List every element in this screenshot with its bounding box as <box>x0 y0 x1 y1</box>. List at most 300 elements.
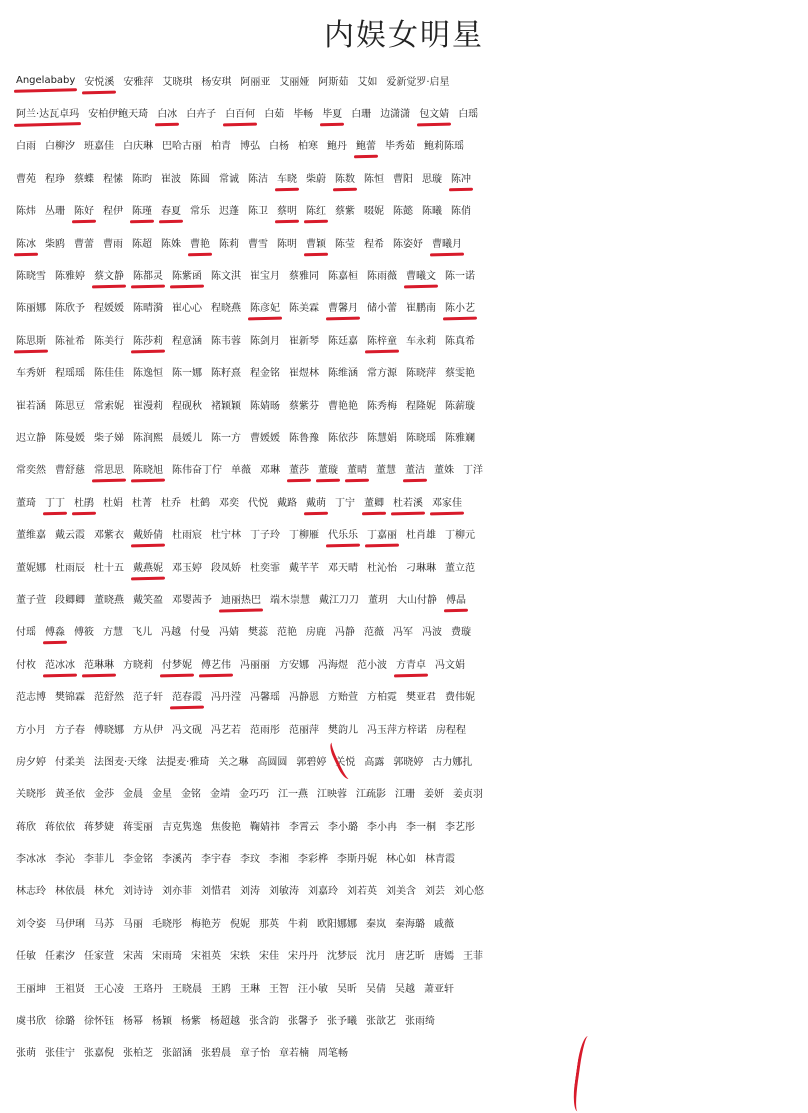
name: 陈一方 <box>211 432 241 444</box>
name: 李一桐 <box>406 821 436 833</box>
name: 法图麦·天缘 <box>94 756 148 768</box>
name: 常乐 <box>190 206 210 218</box>
name: 戴芊芊 <box>289 562 319 574</box>
name: 柴蔚 <box>306 173 326 185</box>
name: 程意涵 <box>172 335 202 347</box>
name: 班嘉佳 <box>84 141 114 153</box>
name: 徐怀钰 <box>84 1016 114 1028</box>
name: 曹舒慈 <box>55 465 85 477</box>
name: 房鹿 <box>306 627 326 639</box>
name: 曹阳 <box>393 173 413 185</box>
name: 金莎 <box>94 789 114 801</box>
name: 毕畅 <box>293 109 314 121</box>
name: 冯艺若 <box>211 724 241 736</box>
name: 傅筱 <box>74 627 94 639</box>
name: 黄圣依 <box>55 789 85 801</box>
name: 杜娟 <box>103 497 123 509</box>
name-list <box>0 64 808 1068</box>
name: 范子轩 <box>133 692 163 704</box>
name-underlined: 春夏 <box>161 202 181 217</box>
name: 冯丽丽 <box>240 659 270 671</box>
name: 刘若英 <box>347 886 377 898</box>
name: 蔡紫芬 <box>289 400 319 412</box>
name: 曹蕾 <box>74 238 94 250</box>
name: 宋佳 <box>259 951 279 963</box>
name: 沈梦辰 <box>327 951 357 963</box>
name: 陈晓雪 <box>16 271 46 283</box>
name: 陈薪璇 <box>445 400 475 412</box>
name: 吴昕 <box>337 983 357 995</box>
name: 范丽萍 <box>289 724 319 736</box>
name: 杨颖 <box>152 1016 172 1028</box>
name: 戴路 <box>277 497 297 509</box>
name: 邓奕 <box>219 497 239 509</box>
name: 樊韵儿 <box>328 724 358 736</box>
name: 戴江刀刀 <box>319 594 359 606</box>
name: 张予曦 <box>327 1016 357 1028</box>
name: 范舒然 <box>94 692 124 704</box>
name: 欧阳娜娜 <box>317 918 357 930</box>
name-underlined: 陈思斯 <box>16 332 46 347</box>
name: 那英 <box>259 918 279 930</box>
name-underlined: 蔡明 <box>277 202 297 217</box>
name: 吴倩 <box>366 983 386 995</box>
name: 陈润熙 <box>133 432 163 444</box>
name: 付枚 <box>16 659 36 671</box>
name: 方慧 <box>103 627 123 639</box>
name: 曹媛媛 <box>250 432 280 444</box>
name: 杜十五 <box>94 562 124 574</box>
name: 方晓莉 <box>123 659 153 671</box>
name-underlined: 安悦溪 <box>84 73 114 88</box>
name: 章若楠 <box>279 1048 309 1060</box>
name: 博弘 <box>240 141 260 153</box>
name: 崔漫莉 <box>133 400 163 412</box>
name: 范志博 <box>16 692 46 704</box>
name-underlined: 代乐乐 <box>328 526 358 541</box>
name: 杜雨辰 <box>55 562 85 574</box>
name: 巴哈古丽 <box>162 141 202 153</box>
name: 王祖贤 <box>55 983 85 995</box>
name: 宋雨琦 <box>152 951 182 963</box>
name-underlined: 董卿 <box>364 494 384 509</box>
name: 陈晓瑶 <box>406 432 436 444</box>
name: 常奕然 <box>16 465 46 477</box>
name: 虞书欣 <box>16 1016 46 1028</box>
name: 金晨 <box>123 789 143 801</box>
name: 张柏芝 <box>123 1048 153 1060</box>
name: 陈恒 <box>364 173 384 185</box>
name-row <box>0 809 808 841</box>
name: 陈思豆 <box>55 400 85 412</box>
name-row <box>0 194 808 226</box>
name: 戴云霞 <box>55 530 85 542</box>
name-row <box>0 517 808 549</box>
name: 陈美行 <box>94 335 124 347</box>
name-underlined: 范琳琳 <box>84 656 114 671</box>
name-underlined: 曹曦文 <box>406 267 436 282</box>
name-underlined: 陈瑾 <box>132 202 152 217</box>
name: 宋祖英 <box>191 951 221 963</box>
name: 王琳 <box>240 983 260 995</box>
name: 陈俏 <box>451 206 471 218</box>
name: 张馨予 <box>288 1016 318 1028</box>
name: 江珊 <box>395 789 415 801</box>
name: 房程程 <box>436 724 466 736</box>
name-underlined: 范冰冰 <box>45 656 75 671</box>
name: 戚薇 <box>434 918 454 930</box>
name-underlined: 阿兰·达瓦卓玛 <box>16 105 79 120</box>
name-underlined: 陈晓旭 <box>133 461 163 476</box>
name: 陈欣予 <box>55 303 85 315</box>
name: 马伊琍 <box>55 918 85 930</box>
name: 董晓燕 <box>94 594 124 606</box>
name-row <box>0 323 808 355</box>
name: 董慧 <box>376 465 396 477</box>
name-row <box>0 550 808 582</box>
name: 董立范 <box>445 562 475 574</box>
name: 焦俊艳 <box>211 821 241 833</box>
name-underlined: 杜鹃 <box>74 494 94 509</box>
name-underlined: 曹曦月 <box>432 235 462 250</box>
name: 李冰冰 <box>16 854 46 866</box>
name-row <box>0 485 808 517</box>
name-row <box>0 258 808 290</box>
name: 思璇 <box>422 173 442 185</box>
name-row <box>0 744 808 776</box>
name: 姜贞羽 <box>453 789 483 801</box>
name: 阿丽亚 <box>240 76 271 88</box>
name-underlined: 白百何 <box>225 105 255 120</box>
name: 沈月 <box>366 951 386 963</box>
name: 丁子玲 <box>250 530 280 542</box>
name: 邓紫衣 <box>94 530 124 542</box>
name: 汪小敏 <box>298 983 328 995</box>
name: 晨媛儿 <box>172 432 202 444</box>
name: 张嘉倪 <box>84 1048 114 1060</box>
name: 董妮娜 <box>16 562 46 574</box>
name: 樊亚君 <box>406 692 436 704</box>
name-row <box>0 453 808 485</box>
name: 江一燕 <box>278 789 308 801</box>
name: 张佳宁 <box>45 1048 75 1060</box>
name: 唐嫣 <box>434 951 454 963</box>
name: 郭碧婷 <box>296 756 327 768</box>
name: 陈韦蓉 <box>211 335 241 347</box>
name: 常方源 <box>367 368 397 380</box>
name: 蔡紫 <box>335 206 355 218</box>
name: 吉克隽逸 <box>162 821 202 833</box>
name: 安雅萍 <box>123 76 154 88</box>
name-row <box>0 1036 808 1068</box>
name-row <box>0 64 808 96</box>
name: 程愫 <box>103 173 123 185</box>
name-row <box>0 777 808 809</box>
name: 董维嘉 <box>16 530 46 542</box>
name: 常索妮 <box>94 400 124 412</box>
name: 樊锦霖 <box>55 692 85 704</box>
name: 迟立静 <box>16 432 46 444</box>
name: 陈婧旸 <box>250 400 280 412</box>
name: 白珊 <box>351 109 372 121</box>
name: 费伟妮 <box>445 692 475 704</box>
name-row <box>0 96 808 128</box>
name: 边潇潇 <box>380 109 411 121</box>
name-underlined: 丁嘉丽 <box>367 526 397 541</box>
name: 陈伟奋丁佇 <box>172 465 222 477</box>
name: 冯玉萍方梓诺 <box>367 724 427 736</box>
name: 金铭 <box>181 789 201 801</box>
name: 林志玲 <box>16 886 46 898</box>
name-underlined: 陈彦妃 <box>250 299 280 314</box>
name-underlined: 鲍蕾 <box>356 137 376 152</box>
name: 蒋雯丽 <box>123 821 153 833</box>
name: 方柏霓 <box>367 692 397 704</box>
name: 曹艳艳 <box>328 400 358 412</box>
name: 白杨 <box>269 141 289 153</box>
name: 张雨绮 <box>405 1016 435 1028</box>
name: 范薇 <box>364 627 384 639</box>
name: 陈姝 <box>161 238 181 250</box>
name: 邓琳 <box>260 465 280 477</box>
name: 崔波 <box>161 173 181 185</box>
name: 白雨 <box>16 141 36 153</box>
name-underlined: 戴娇倩 <box>133 526 163 541</box>
name: 董姝 <box>434 465 454 477</box>
name: 柏寒 <box>298 141 318 153</box>
name: 陈雅斓 <box>445 432 475 444</box>
name-underlined: 曹馨月 <box>328 299 358 314</box>
name: 白卉子 <box>186 109 217 121</box>
name: 柴鸥 <box>45 238 65 250</box>
name: 倪妮 <box>230 918 250 930</box>
name: 房夕婷 <box>16 756 46 768</box>
name: 程伊 <box>103 206 123 218</box>
name: 陈剑月 <box>250 335 280 347</box>
name: 白瑶 <box>458 109 479 121</box>
name: 代悦 <box>248 497 268 509</box>
name: 范雨彤 <box>250 724 280 736</box>
name-underlined: 陈小艺 <box>445 299 475 314</box>
name-row <box>0 1003 808 1035</box>
name: 陈一娜 <box>172 368 202 380</box>
name: 杜菁 <box>132 497 152 509</box>
name: 樊蕊 <box>248 627 268 639</box>
name: 徐璐 <box>55 1016 75 1028</box>
name: 杜沁怡 <box>367 562 397 574</box>
name: 陈姿妤 <box>393 238 423 250</box>
name-underlined: 曹颖 <box>306 235 326 250</box>
name: 萧亚轩 <box>424 983 454 995</box>
name: 董子萱 <box>16 594 46 606</box>
name: 冯婧 <box>219 627 239 639</box>
page-title: 内娱女明星 <box>324 18 484 53</box>
name: 陈昀 <box>132 173 152 185</box>
name: 丁柳雁 <box>289 530 319 542</box>
name: 章子怡 <box>240 1048 270 1060</box>
name: 姜妍 <box>424 789 444 801</box>
name: 鞠婧祎 <box>250 821 280 833</box>
name-row <box>0 647 808 679</box>
name: 刘芸 <box>425 886 445 898</box>
name: 刘亦菲 <box>162 886 192 898</box>
name: 杜奕霏 <box>250 562 280 574</box>
name: 程金铭 <box>250 368 280 380</box>
name-underlined: 戴燕妮 <box>133 559 163 574</box>
name: 李溪芮 <box>162 854 192 866</box>
name: 秦海璐 <box>395 918 425 930</box>
name: 崔宝月 <box>250 271 280 283</box>
name: 柏青 <box>211 141 231 153</box>
name: 金星 <box>152 789 172 801</box>
name: 陈一诺 <box>445 271 475 283</box>
name: 冯波 <box>422 627 442 639</box>
name: 陈雅婷 <box>55 271 85 283</box>
name-underlined: 董莎 <box>289 461 309 476</box>
name: 王心凌 <box>94 983 124 995</box>
name: 冯文砚 <box>172 724 202 736</box>
name: 陈超 <box>132 238 152 250</box>
name: 林青霞 <box>425 854 455 866</box>
name-row <box>0 161 808 193</box>
name: 方子春 <box>55 724 85 736</box>
name: 白柳汐 <box>45 141 75 153</box>
name: 李小冉 <box>367 821 397 833</box>
name: 杜肖雄 <box>406 530 436 542</box>
name: 高圆圆 <box>257 756 288 768</box>
name: 宋轶 <box>230 951 250 963</box>
name: 费璇 <box>451 627 471 639</box>
name: 任敏 <box>16 951 36 963</box>
name: 爱新觉罗·启星 <box>386 76 450 88</box>
name: 刘涛 <box>240 886 260 898</box>
name: 陈莹 <box>335 238 355 250</box>
name: 陈维涵 <box>328 368 358 380</box>
name: 王智 <box>269 983 289 995</box>
name: 张歆艺 <box>366 1016 396 1028</box>
name: 李霄云 <box>289 821 319 833</box>
name-underlined: 戴萌 <box>306 494 326 509</box>
name: 蒋欣 <box>16 821 36 833</box>
name: 方贻萱 <box>328 692 358 704</box>
name: 飞儿 <box>132 627 152 639</box>
name: 杨超越 <box>210 1016 240 1028</box>
name: 刘诗诗 <box>123 886 153 898</box>
name: 李玟 <box>240 854 260 866</box>
name-underlined: 邓家佳 <box>432 494 462 509</box>
name-row <box>0 874 808 906</box>
name: 鲍丹 <box>327 141 347 153</box>
name: 王丽坤 <box>16 983 46 995</box>
name: 金巧巧 <box>239 789 269 801</box>
name-row <box>0 906 808 938</box>
name: 李菲儿 <box>84 854 114 866</box>
name: 杜雨宸 <box>172 530 202 542</box>
name: 褚颖颖 <box>211 400 241 412</box>
name: 付曼 <box>190 627 210 639</box>
name: 车秀妍 <box>16 368 46 380</box>
name: 储小蕾 <box>367 303 397 315</box>
name: 陈鲁豫 <box>289 432 319 444</box>
name: 常诚 <box>219 173 239 185</box>
name: 杨安琪 <box>201 76 232 88</box>
name: 李彩桦 <box>298 854 328 866</box>
name: 付瑶 <box>16 627 36 639</box>
name: 梅艳芳 <box>191 918 221 930</box>
name: 付柔美 <box>55 756 85 768</box>
name: 邓婴茜予 <box>172 594 212 606</box>
name: 陈逸恒 <box>133 368 163 380</box>
name: 冯静恩 <box>289 692 319 704</box>
name: 戴笑盈 <box>133 594 163 606</box>
name-underlined: 陈冲 <box>451 170 471 185</box>
name: 杜乔 <box>161 497 181 509</box>
name: 大山付静 <box>397 594 437 606</box>
name: 阿斯茹 <box>318 76 349 88</box>
name: 陈晓萍 <box>406 368 436 380</box>
name: 陈圆 <box>190 173 210 185</box>
name: 曹雪 <box>248 238 268 250</box>
name: 方从伊 <box>133 724 163 736</box>
name: 崔新琴 <box>289 335 319 347</box>
name: 冯静 <box>335 627 355 639</box>
name: 王菲 <box>463 951 483 963</box>
name: 啜妮 <box>364 206 384 218</box>
name-underlined: 常思思 <box>94 461 124 476</box>
name: 杜宁林 <box>211 530 241 542</box>
name-underlined: 范春霞 <box>172 688 202 703</box>
name: 范艳 <box>277 627 297 639</box>
name-row <box>0 129 808 161</box>
name-underlined: 陈莎莉 <box>133 332 163 347</box>
name-underlined: 蔡文静 <box>94 267 124 282</box>
name: 陈秀梅 <box>367 400 397 412</box>
name: 毛晓彤 <box>152 918 182 930</box>
name: 艾晓琪 <box>162 76 193 88</box>
name: 陈廷嘉 <box>328 335 358 347</box>
name: 冯丹滢 <box>211 692 241 704</box>
name: 马丽 <box>123 918 143 930</box>
name: 程希 <box>364 238 384 250</box>
name: 陈炜 <box>16 206 36 218</box>
name: 程砚秋 <box>172 400 202 412</box>
name: 安柏伊鲍天琦 <box>88 109 149 121</box>
name: 冯军 <box>393 627 413 639</box>
name-row <box>0 291 808 323</box>
name-underlined: 陈红 <box>306 202 326 217</box>
name: 杨幂 <box>123 1016 143 1028</box>
name-row <box>0 615 808 647</box>
name: 宋茜 <box>123 951 143 963</box>
name: 方小月 <box>16 724 46 736</box>
name: 丛珊 <box>45 206 65 218</box>
name: 秦岚 <box>366 918 386 930</box>
name: 陈真希 <box>445 335 475 347</box>
name: 柴子娣 <box>94 432 124 444</box>
name-underlined: 包文婧 <box>419 105 449 120</box>
name: 张韶涵 <box>162 1048 192 1060</box>
name: 陈祉希 <box>55 335 85 347</box>
name-underlined: 傅晶 <box>446 591 466 606</box>
name: 刁琳琳 <box>406 562 436 574</box>
name: 关之琳 <box>218 756 249 768</box>
name: 段凤娇 <box>211 562 241 574</box>
name: 古力娜扎 <box>432 756 473 768</box>
name-underlined: 董晴 <box>347 461 367 476</box>
name: 曹苑 <box>16 173 36 185</box>
name: 陈懿 <box>393 206 413 218</box>
name: 范小波 <box>357 659 387 671</box>
